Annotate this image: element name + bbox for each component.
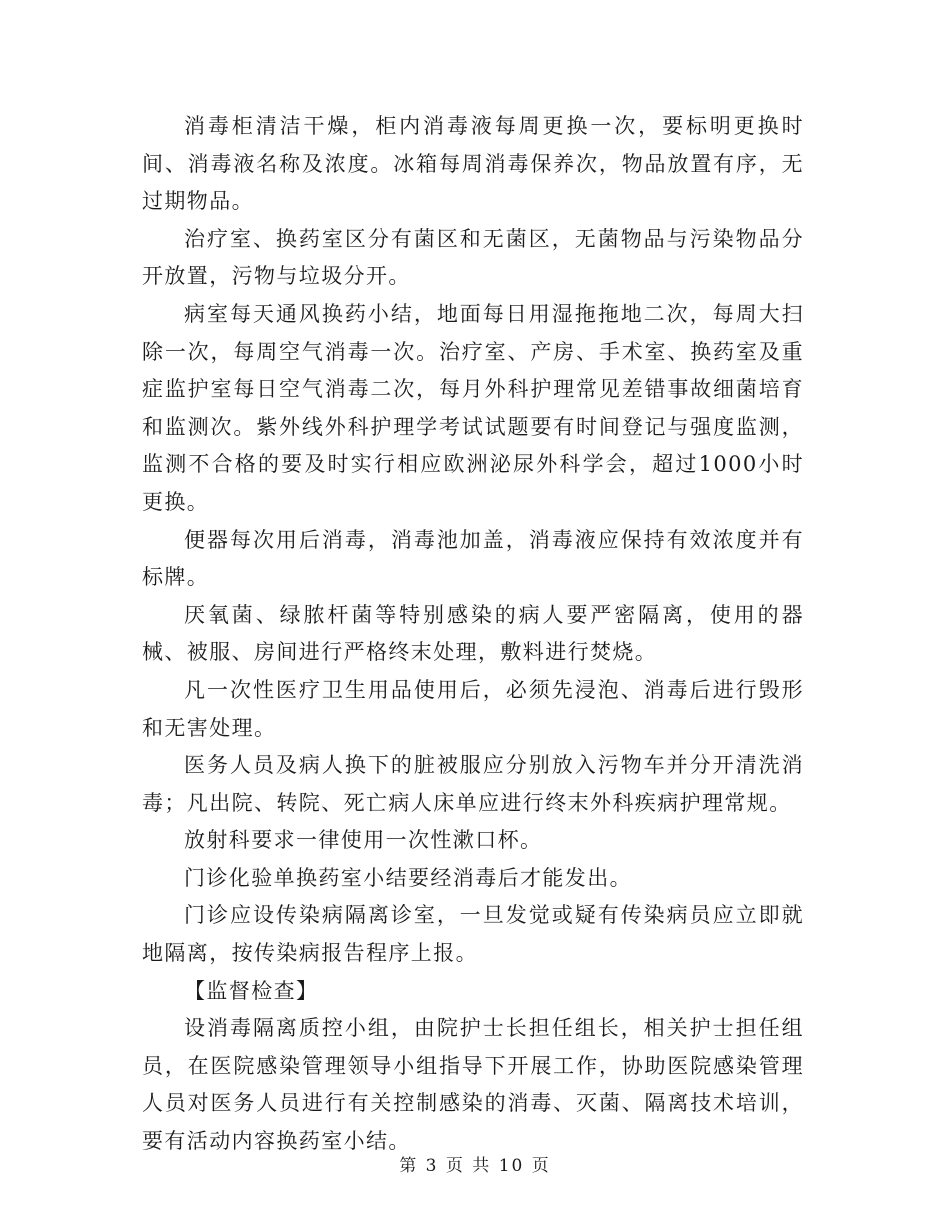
paragraph: 便器每次用后消毒，消毒池加盖，消毒液应保持有效浓度并有标牌。 bbox=[142, 527, 804, 590]
paragraph: 门诊应设传染病隔离诊室，一旦发觉或疑有传染病员应立即就地隔离，按传染病报告程序上报。 bbox=[142, 903, 804, 966]
paragraph: 门诊化验单换药室小结要经消毒后才能发出。 bbox=[184, 865, 632, 890]
paragraph: 医务人员及病人换下的脏被服应分别放入污物车并分开清洗消毒；凡出院、转院、死亡病人床单应进行终末外科疾病护理常规。 bbox=[142, 753, 804, 815]
paragraph: 病室每天通风换药小结，地面每日用湿拖拖地二次，每周大扫除一次，每周空气消毒一次。治疗室、产房、手术室、换药室及重症监护室每日空气消毒二次，每月外科护理常见差错事故细菌培育和监测次。紫外线外科护理学考试试题要有时间登记与强度监测，监测不合格的要及时实行相应欧洲泌尿外科学会，超过1000小时更换。 bbox=[142, 301, 804, 514]
paragraph: 放射科要求一律使用一次性漱口杯。 bbox=[184, 828, 543, 853]
paragraph: 治疗室、换药室区分有菌区和无菌区，无菌物品与污染物品分开放置，污物与垃圾分开。 bbox=[142, 226, 804, 289]
paragraph: 凡一次性医疗卫生用品使用后，必须先浸泡、消毒后进行毁形和无害处理。 bbox=[142, 677, 804, 740]
document-body bbox=[142, 108, 804, 1161]
section-heading: 【监督检查】 bbox=[184, 978, 319, 1003]
paragraph: 厌氧菌、绿脓杆菌等特别感染的病人要严密隔离，使用的器械、被服、房间进行严格终末处理，敷料进行焚烧。 bbox=[142, 602, 804, 665]
paragraph: 消毒柜清洁干燥，柜内消毒液每周更换一次，要标明更换时间、消毒液名称及浓度。冰箱每周消毒保养次，物品放置有序，无过期物品。 bbox=[142, 114, 804, 214]
page-number-footer: 第 3 页 共 10 页 bbox=[399, 1156, 551, 1176]
paragraph: 设消毒隔离质控小组，由院护士长担任组长，相关护士担任组员，在医院感染管理领导小组指导下开展工作，协助医院感染管理人员对医务人员进行有关控制感染的消毒、灭菌、隔离技术培训，要有活动内容换药室小结。 bbox=[142, 1016, 804, 1154]
